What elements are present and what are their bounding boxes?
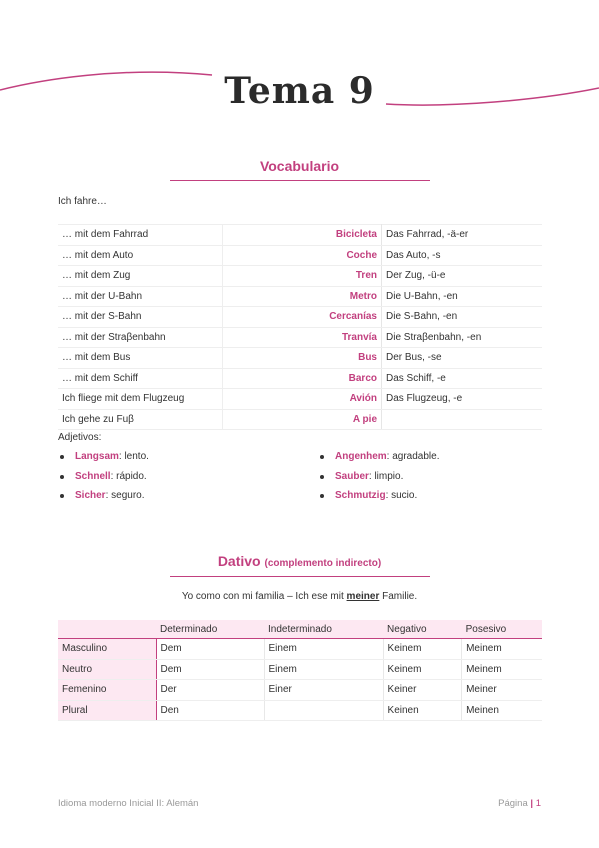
adjective-meaning: : rápido. [110, 470, 147, 482]
vocab-row [58, 307, 542, 328]
adjective-item [318, 486, 440, 506]
adjective-item [318, 447, 440, 467]
vocabulario-heading [0, 158, 599, 174]
vocab-row [58, 225, 542, 246]
dativo-row-header: Masculino [58, 639, 156, 660]
dativo-cell: Einem [264, 659, 383, 680]
dativo-row [58, 680, 542, 701]
vocab-german: Das Flugzeug, -e [382, 389, 543, 410]
page-title: Tema 9 [224, 70, 375, 112]
dativo-row-header: Plural [58, 700, 156, 721]
dativo-cell: Meinem [462, 659, 542, 680]
dativo-cell: Einem [264, 639, 383, 660]
vocab-phrase: Ich fliege mit dem Flugzeug [58, 389, 223, 410]
dativo-cell: Dem [156, 659, 264, 680]
example-after: Familie. [379, 591, 418, 602]
vocab-row [58, 327, 542, 348]
vocab-phrase: … mit dem Fahrrad [58, 225, 223, 246]
adjectives-list-right [318, 447, 440, 506]
dativo-column-header [58, 620, 156, 639]
bullet-icon [320, 494, 324, 498]
adjective-meaning: : seguro. [105, 490, 145, 501]
vocab-german: Der Zug, -ü-e [382, 266, 543, 287]
vocab-phrase: Ich gehe zu Fuβ [58, 409, 223, 430]
bullet-icon [60, 455, 64, 459]
vocab-german: Das Schiff, -e [382, 368, 543, 389]
adjectives-label: Adjetivos: [58, 432, 102, 443]
dativo-title: Dativo [217, 553, 261, 569]
bullet-icon [320, 455, 324, 459]
footer-page [498, 798, 541, 809]
bullet-icon [60, 494, 64, 498]
adjective-item [318, 467, 440, 487]
adjective-word: Schmutzig [335, 490, 386, 501]
vocabulary-table [58, 224, 542, 430]
dativo-heading [0, 553, 599, 569]
adjective-word: Langsam [75, 451, 119, 462]
example-emphasis: meiner [346, 591, 380, 602]
dativo-cell: Keinem [383, 659, 462, 680]
vocab-spanish: Tranvía [223, 327, 382, 348]
example-before: Yo como con mi familia – Ich ese mit [181, 591, 347, 602]
adjective-word: Sicher [75, 490, 106, 501]
vocab-phrase: … mit dem Schiff [58, 368, 223, 389]
adjective-meaning: : limpio. [368, 470, 404, 482]
dativo-row [58, 659, 542, 680]
vocab-german: Die Straβenbahn, -en [382, 327, 543, 348]
vocabulario-title: Vocabulario [259, 158, 340, 174]
dativo-cell: Keinem [383, 639, 462, 660]
page-number: 1 [535, 798, 541, 809]
vocab-row [58, 286, 542, 307]
dativo-column-header: Posesivo [462, 620, 542, 639]
bullet-icon [320, 475, 324, 479]
vocab-german: Der Bus, -se [382, 348, 543, 369]
vocab-row [58, 409, 542, 430]
adjectives-list-left [58, 447, 149, 506]
dativo-table [58, 620, 542, 721]
vocab-row [58, 368, 542, 389]
vocab-phrase: … mit dem Auto [58, 245, 223, 266]
dativo-cell [264, 700, 383, 721]
adjective-meaning: : sucio. [385, 490, 418, 501]
vocab-spanish: Bus [223, 348, 382, 369]
vocab-german: Die S-Bahn, -en [382, 307, 543, 328]
dativo-column-header: Negativo [383, 620, 462, 639]
dativo-cell: Keiner [383, 680, 462, 701]
dativo-cell: Meiner [462, 680, 542, 701]
page-separator: | [530, 798, 534, 809]
dativo-row [58, 639, 542, 660]
vocab-row [58, 266, 542, 287]
dativo-cell: Meinem [462, 639, 542, 660]
adjective-word: Schnell [75, 470, 111, 482]
vocab-german [382, 409, 543, 430]
dativo-cell: Dem [156, 639, 264, 660]
dativo-subtitle: (complemento indirecto) [264, 558, 382, 569]
vocab-spanish: A pie [223, 409, 382, 430]
dativo-column-header: Indeterminado [264, 620, 383, 639]
adjective-meaning: : agradable. [386, 451, 440, 462]
adjective-word: Sauber [335, 470, 369, 482]
vocab-row [58, 245, 542, 266]
dativo-cell: Den [156, 700, 264, 721]
vocab-row [58, 348, 542, 369]
adjective-item [58, 467, 149, 487]
vocab-phrase: … mit der S-Bahn [58, 307, 223, 328]
page-label: Página [498, 798, 528, 809]
footer-course: Idioma moderno Inicial II: Alemán [58, 798, 199, 809]
adjective-word: Angenhem [335, 451, 387, 462]
vocab-spanish: Metro [223, 286, 382, 307]
dativo-cell: Meinen [462, 700, 542, 721]
dativo-rule [170, 576, 430, 577]
vocab-phrase: … mit dem Zug [58, 266, 223, 287]
vocab-german: Das Auto, -s [382, 245, 543, 266]
dativo-row-header: Femenino [58, 680, 156, 701]
vocab-intro: Ich fahre… [58, 196, 107, 207]
vocab-spanish: Tren [223, 266, 382, 287]
dativo-column-header: Determinado [156, 620, 264, 639]
vocab-spanish: Cercanías [223, 307, 382, 328]
vocab-german: Das Fahrrad, -ä-er [382, 225, 543, 246]
vocab-spanish: Avión [223, 389, 382, 410]
dativo-cell: Der [156, 680, 264, 701]
vocab-phrase: … mit der U-Bahn [58, 286, 223, 307]
dativo-example [0, 591, 599, 602]
vocab-phrase: … mit der Straβenbahn [58, 327, 223, 348]
dativo-cell: Einer [264, 680, 383, 701]
vocab-spanish: Bicicleta [223, 225, 382, 246]
vocab-spanish: Coche [223, 245, 382, 266]
vocab-phrase: … mit dem Bus [58, 348, 223, 369]
bullet-icon [60, 475, 64, 479]
adjective-item [58, 486, 149, 506]
vocab-spanish: Barco [223, 368, 382, 389]
vocab-german: Die U-Bahn, -en [382, 286, 543, 307]
dativo-row [58, 700, 542, 721]
vocabulario-rule [170, 180, 430, 181]
dativo-cell: Keinen [383, 700, 462, 721]
vocab-row [58, 389, 542, 410]
dativo-row-header: Neutro [58, 659, 156, 680]
adjective-item [58, 447, 149, 467]
adjective-meaning: : lento. [118, 451, 149, 462]
